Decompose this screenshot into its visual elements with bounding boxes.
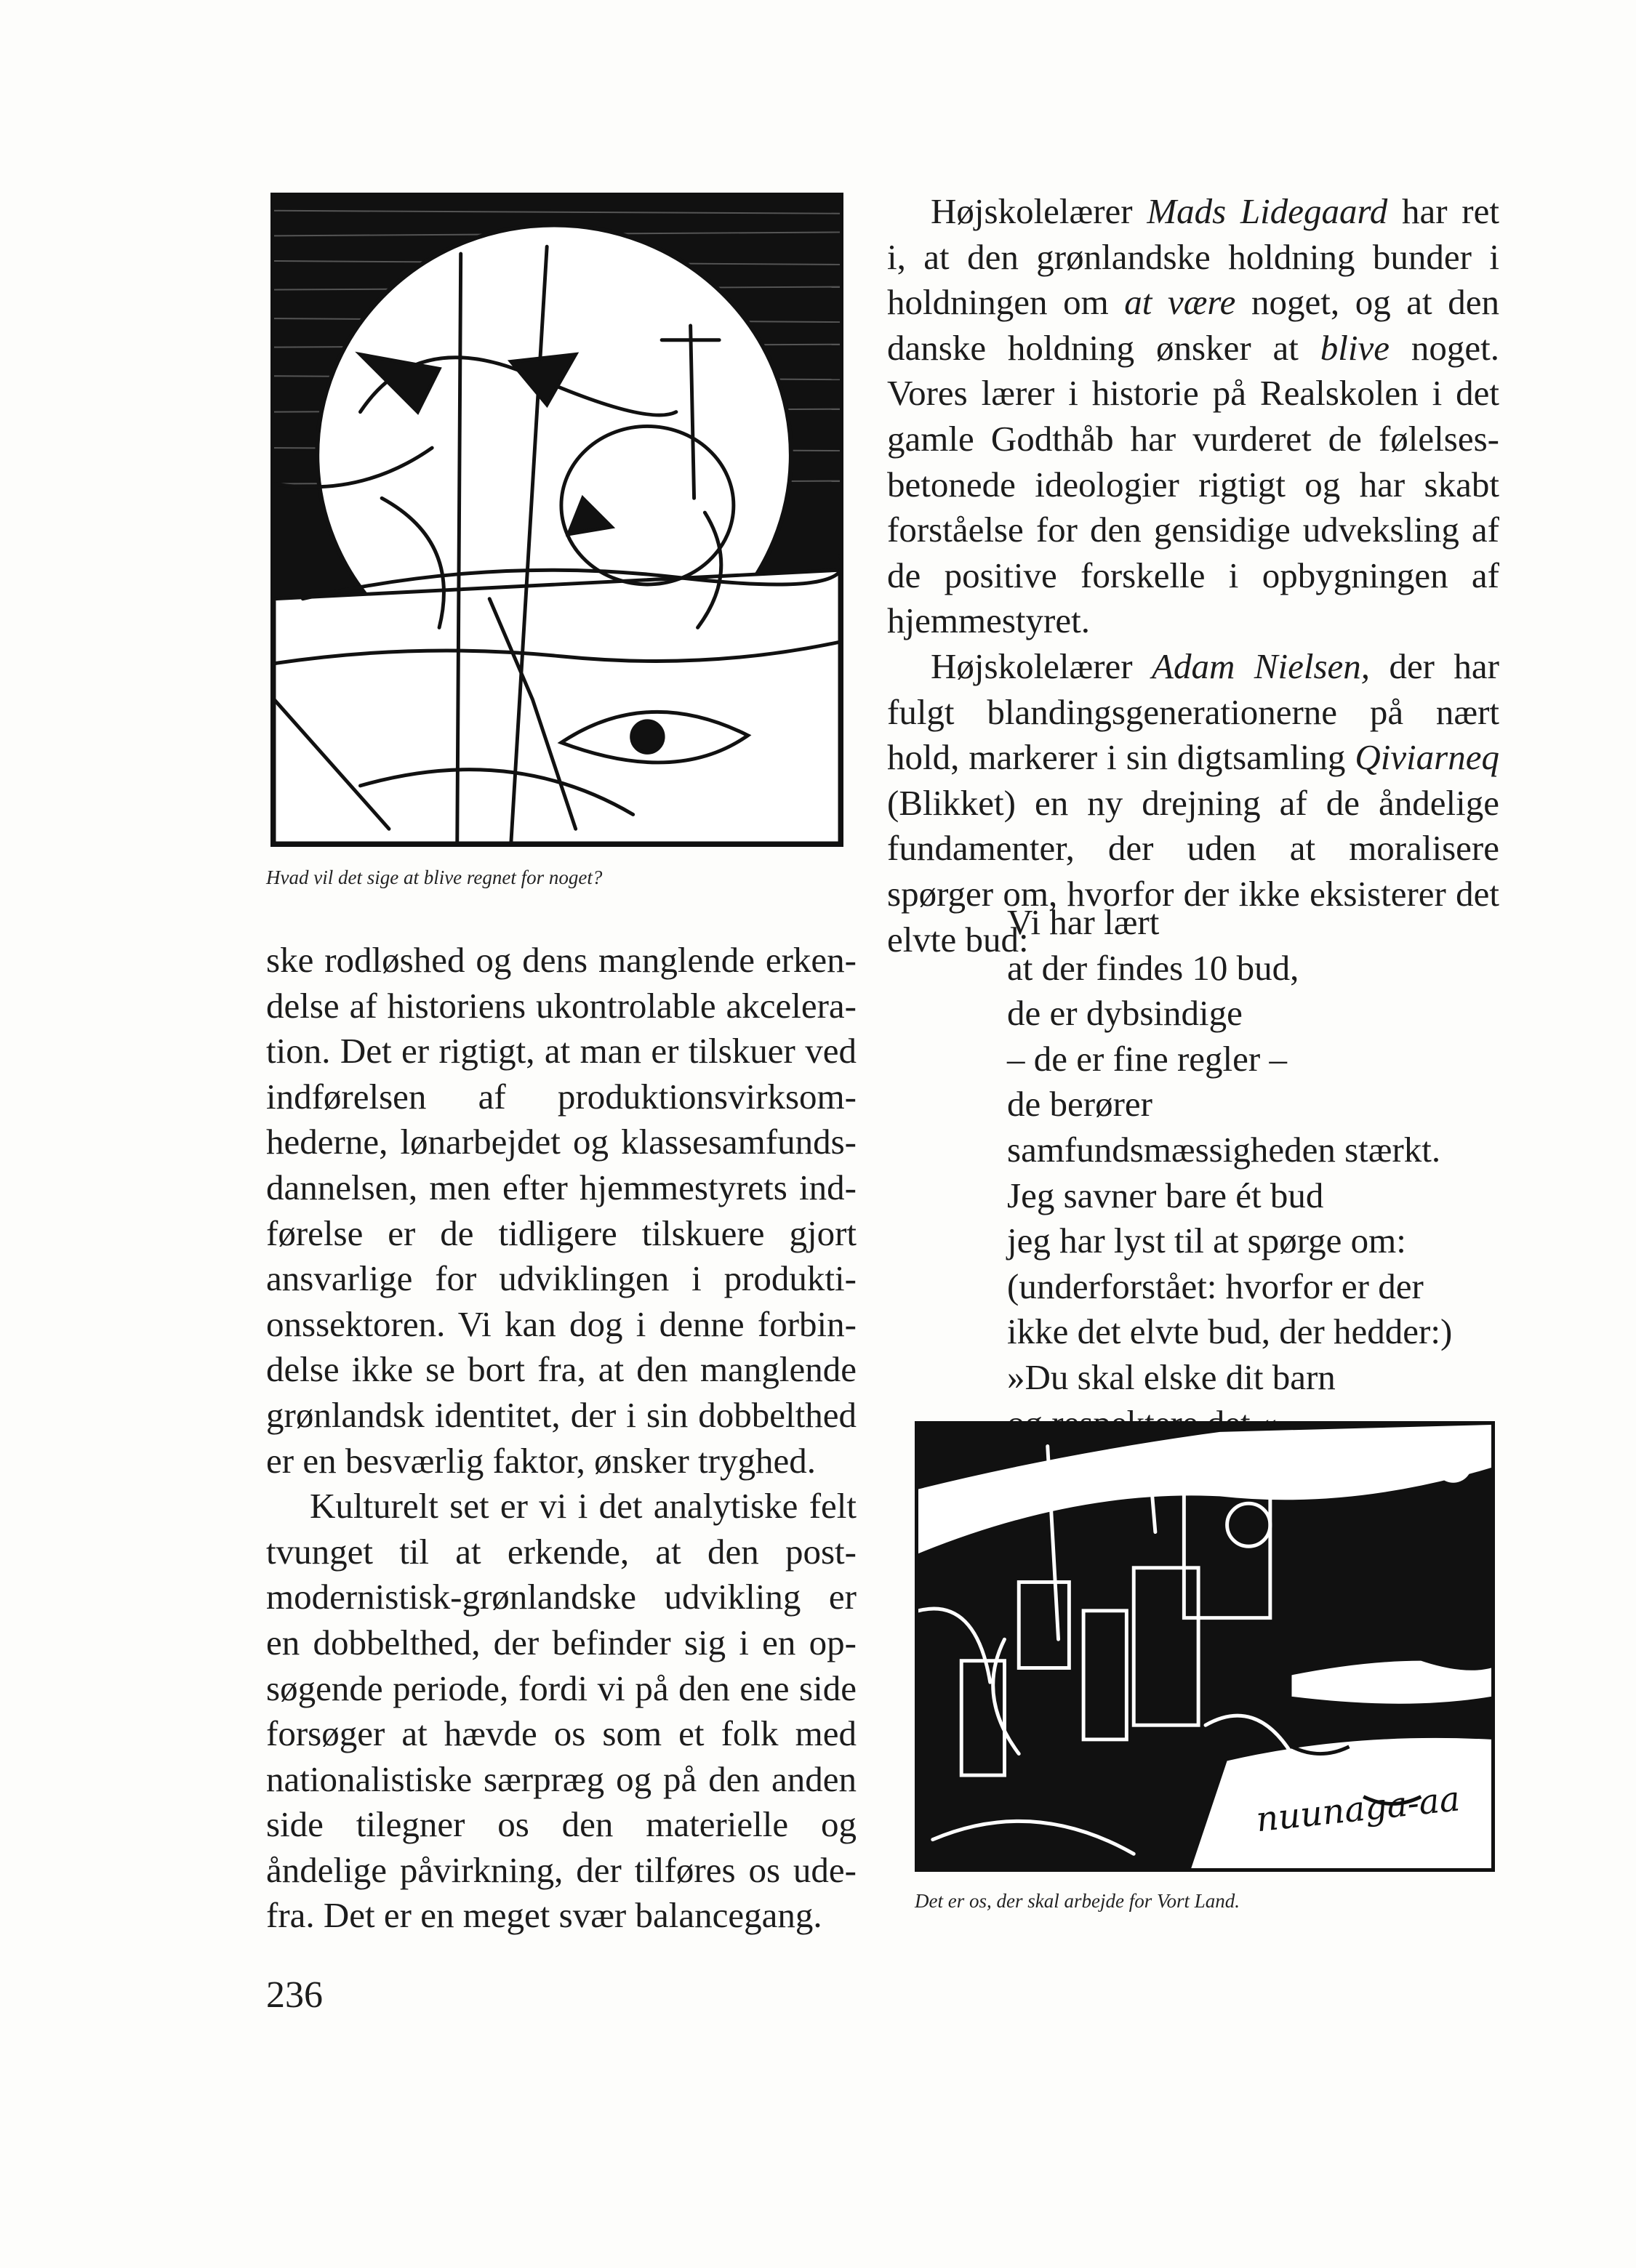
poem-line: jeg har lyst til at spørge om:	[1007, 1221, 1406, 1261]
left-column	[266, 938, 857, 1939]
paragraph: ske rodløshed og dens manglende erkendelse af historiens ukontrolable akceleration. Det er rigtigt, at man er tilskuer ved indførelsen af produktionsvirksomhederne, lønarbejdet og klassesamfundsdannelsen, men efter hjemmestyrets indførelse er de tidligere tilskuere gjort ansvarlige for udviklingen i produktionssektoren. Vi kan dog i denne forbindelse ikke se bort fra, at den manglende grønlandsk identitet, der i sin dobbelthed er en besværlig faktor, ønsker tryghed.	[266, 940, 857, 1481]
paragraph: Kulturelt set er vi i det analytiske felt tvunget til at erkende, at den postmodernistisk-grønlandske udvikling er en dobbelthed, der befinder sig i en opsøgende periode, fordi vi på den ene side forsøger at hævde os som et folk med nationalistiske særpræg og på den anden side tilegner os den materielle og åndelige påvirkning, der tilføres os udefra. Det er en meget svær balancegang.	[266, 1486, 857, 1936]
poem-line: samfundsmæssigheden stærkt.	[1007, 1129, 1441, 1170]
ink-drawing-1	[274, 196, 840, 843]
poem-line: de er dybsindige	[1007, 993, 1243, 1034]
book-title: Qiviarneq	[1355, 737, 1499, 778]
poem	[1007, 900, 1452, 1446]
person-name: Mads Lidegaard	[1147, 191, 1388, 231]
poem-line: Vi har lært	[1007, 902, 1160, 942]
poem-line: ikke det elvte bud, der hedder:)	[1007, 1311, 1453, 1352]
page-number: 236	[266, 1974, 323, 2016]
figure-caption-2: Det er os, der skal arbejde for Vort Land.	[915, 1890, 1240, 1912]
paragraph: Højskolelærer Adam Nielsen, der har fulgt blandingsgenerationerne på nært hold, markerer i sin digtsamling Qiviarneq (Blikket) en ny drejning af de åndelige fundamenter, der uden at moralisere spørger om, hvorfor der ikke eksisterer det elvte bud:	[887, 646, 1499, 960]
illustration-moon-faces	[270, 193, 843, 847]
right-column	[887, 189, 1499, 962]
poem-line: – de er fine regler –	[1007, 1038, 1287, 1079]
poem-line: Jeg savner bare ét bud	[1007, 1175, 1324, 1215]
poem-line: (underforstået: hvorfor er der	[1007, 1266, 1424, 1306]
artist-signature: nuunaga-aa	[1254, 1779, 1462, 1841]
emphasis: at være	[1124, 282, 1236, 323]
poem-line: »Du skal elske dit barn	[1007, 1356, 1336, 1397]
illustration-houses	[915, 1421, 1495, 1872]
ink-drawing-2	[918, 1425, 1491, 1868]
emphasis: blive	[1320, 327, 1390, 368]
figure-caption-1: Hvad vil det sige at blive regnet for noget?	[266, 866, 603, 888]
person-name: Adam Nielsen,	[1152, 646, 1371, 686]
poem-line: de berører	[1007, 1084, 1152, 1125]
poem-line: at der findes 10 bud,	[1007, 947, 1299, 988]
paragraph: Højskolelærer Mads Lidegaard har ret i, at den grønlandske holdning bunder i holdningen om at være noget, og at den danske holdning ønsker at blive noget. Vores lærer i historie på Realskolen i det gamle Godthåb har vurderet de følelsesbetonede ideologier rigtigt og har skabt forståelse for den gensidige udveksling af de positive forskelle i opbygningen af hjemmestyret.	[887, 191, 1500, 641]
